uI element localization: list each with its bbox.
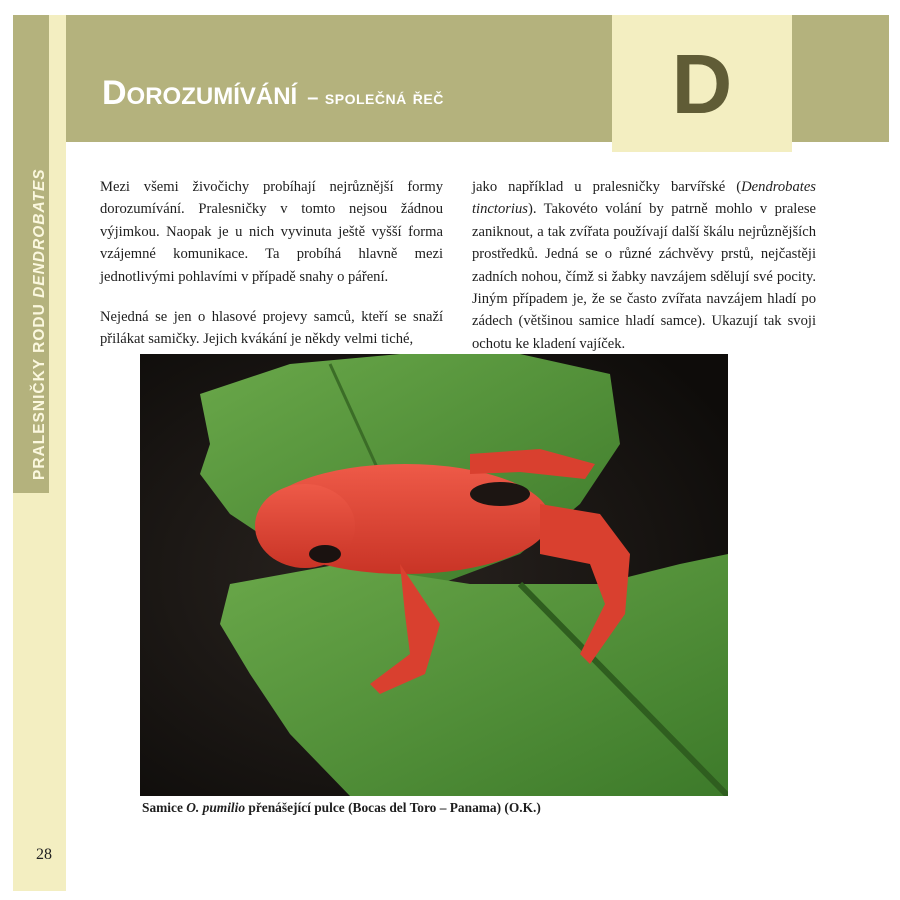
text-column-right [472,176,816,373]
paragraph [472,176,816,355]
text-column-left [100,176,443,369]
page-title [102,74,444,113]
running-header-vertical [31,168,49,480]
section-letter: D [671,36,733,131]
photo-caption [142,800,541,816]
page-number: 28 [36,846,52,863]
header-bar-right [792,15,889,142]
species-name: Dendrobates tinctorius [472,179,816,218]
paragraph: Mezi všemi živočichy probíhají nejrůznější formy dorozumívání. Pralesničky v tomto nejsou žádnou výjimkou. Naopak je u nich vyvinuta ještě vyšší forma vzájemné komunikace. Ta probíhá hlavně mezi jednotlivými pohlavími v případě snahy o páření. [100,179,443,285]
frog-photo-illustration [140,354,728,796]
title-subtitle: – společná řeč [307,87,444,109]
text-span: ). Takovéto volání by patrně mohlo v pralese zaniknout, a tak zvířata používají další škálu nejrůznějších prostředků. Jedná se o různé záchvěvy prstů, nejčastěji zadních nohou, čímž si žabky navzájem sdělují své pocity. Jiným případem je, že se často zvířata navzájem hladí po zádech (většinou samice hladí samce). Ukazují tak svoji ochotu ke kladení vajíček. [472,201,816,352]
text-span: jako například u pralesničky barvířské ( [472,179,742,195]
caption-text: Samice [142,800,187,815]
caption-species: O. pumilio [186,800,246,815]
caption-text: přenášející pulce (Bocas del Toro – Panama) (O.K.) [245,800,541,815]
frog-eye [309,545,341,563]
frog-photo [140,354,728,796]
tadpole [470,482,530,506]
running-header-prefix: PRALESNIČKY RODU [31,297,48,480]
paragraph: Nejedná se jen o hlasové projevy samců, kteří se snaží přilákat samičky. Jejich kvákání je někdy velmi tiché, [100,309,443,348]
title-main: Dorozumívání [102,74,298,112]
running-header-genus: DENDROBATES [31,168,48,298]
section-letter-box [612,15,792,152]
